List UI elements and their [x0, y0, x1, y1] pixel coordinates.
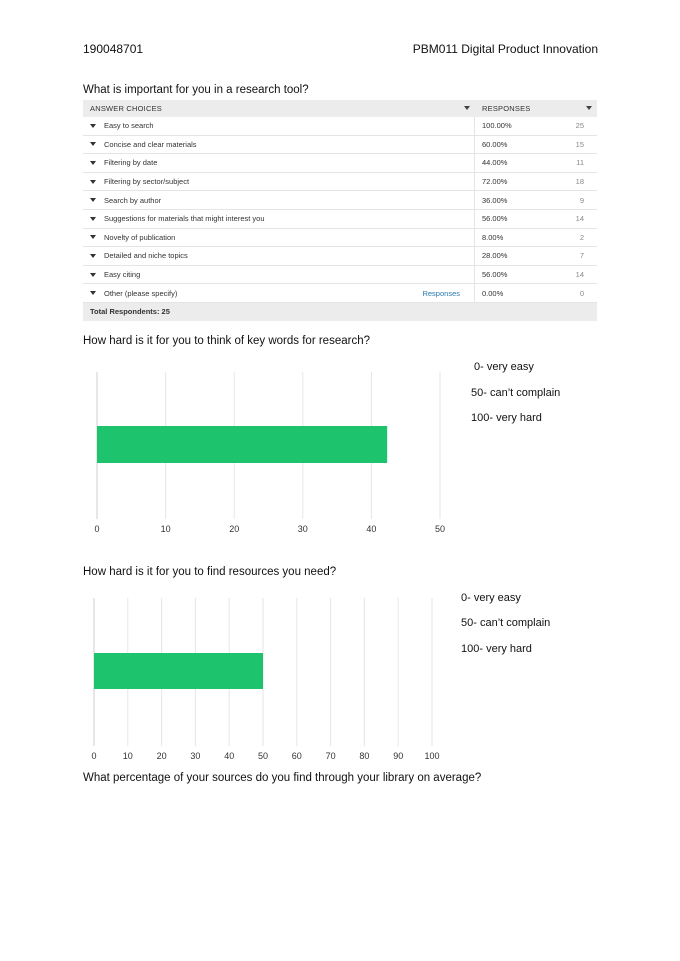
total-respondents: Total Respondents: 25 — [83, 303, 597, 321]
table-row — [83, 154, 597, 173]
response-percent: 8.00% — [482, 232, 504, 242]
answer-choice-cell — [83, 229, 475, 247]
x-tick-label: 100 — [424, 751, 440, 761]
responses-label: RESPONSES — [482, 104, 531, 113]
response-count: 25 — [575, 121, 584, 131]
response-percent: 60.00% — [482, 139, 508, 149]
legend-item: 100- very hard — [461, 643, 532, 655]
x-tick-label: 50 — [257, 751, 269, 761]
answer-choice-label: Suggestions for materials that might interest you — [104, 214, 265, 224]
table-row — [83, 284, 597, 303]
legend-item: 100- very hard — [471, 412, 542, 424]
x-tick-label: 20 — [229, 524, 240, 534]
legend-item: 0- very easy — [461, 592, 521, 604]
answer-choice-cell — [83, 173, 475, 191]
response-percent: 28.00% — [482, 251, 508, 261]
responses-link[interactable]: Responses — [422, 288, 460, 298]
response-count: 18 — [575, 177, 584, 187]
student-id: 190048701 — [83, 42, 144, 56]
answer-choice-label: Novelty of publication — [104, 232, 176, 242]
table-row — [83, 117, 597, 136]
response-percent: 36.00% — [482, 195, 508, 205]
x-tick-label: 40 — [224, 751, 235, 761]
answer-choice-label: Other (please specify) — [104, 288, 178, 298]
expand-caret-icon[interactable] — [90, 291, 96, 295]
answer-choice-cell — [83, 266, 475, 284]
table-row — [83, 191, 597, 210]
response-percent: 100.00% — [482, 121, 512, 131]
table-header — [83, 100, 597, 117]
answer-choice-label: Concise and clear materials — [104, 139, 197, 149]
x-tick-label: 0 — [91, 751, 97, 761]
response-percent: 56.00% — [482, 270, 508, 280]
expand-caret-icon[interactable] — [90, 142, 96, 146]
legend-item: 50- can’t complain — [471, 387, 561, 399]
answer-choice-label: Filtering by date — [104, 158, 158, 168]
answer-choice-label: Search by author — [104, 195, 162, 205]
response-percent: 72.00% — [482, 177, 508, 187]
legend-item: 0- very easy — [474, 361, 534, 373]
bar — [97, 426, 387, 463]
expand-caret-icon[interactable] — [90, 161, 96, 165]
x-tick-label: 40 — [366, 524, 377, 534]
keywords-difficulty-chart — [86, 362, 456, 542]
answer-choice-label: Detailed and niche topics — [104, 251, 188, 261]
answer-choice-cell — [83, 247, 475, 265]
x-tick-label: 10 — [122, 751, 133, 761]
answer-choice-label: Easy to search — [104, 121, 154, 131]
legend-item: 50- can’t complain — [461, 617, 551, 629]
x-tick-label: 60 — [291, 751, 302, 761]
answer-choice-cell — [83, 136, 475, 154]
answer-choices-label: ANSWER CHOICES — [90, 104, 162, 113]
course-title: PBM011 Digital Product Innovation — [412, 42, 598, 56]
expand-caret-icon[interactable] — [90, 124, 96, 128]
x-tick-label: 20 — [156, 751, 167, 761]
table-row — [83, 247, 597, 266]
response-count: 0 — [579, 288, 584, 298]
answer-choice-cell — [83, 210, 475, 228]
resources-difficulty-chart — [82, 593, 452, 768]
question-2-title: How hard is it for you to think of key words for research? — [83, 335, 370, 347]
expand-caret-icon[interactable] — [90, 217, 96, 221]
table-row — [83, 136, 597, 155]
answer-choices-header[interactable] — [83, 100, 475, 117]
x-tick-label: 50 — [434, 524, 446, 534]
response-count: 15 — [575, 139, 584, 149]
table-row — [83, 229, 597, 248]
expand-caret-icon[interactable] — [90, 198, 96, 202]
survey-results-table — [83, 100, 597, 321]
table-row — [83, 210, 597, 229]
table-row — [83, 173, 597, 192]
x-tick-label: 30 — [297, 524, 308, 534]
question-4-title: What percentage of your sources do you find through your library on average? — [83, 772, 482, 784]
bar — [94, 653, 263, 689]
expand-caret-icon[interactable] — [90, 254, 96, 258]
response-percent: 0.00% — [482, 288, 504, 298]
response-percent: 44.00% — [482, 158, 508, 168]
response-count: 9 — [579, 195, 584, 205]
answer-choice-label: Easy citing — [104, 270, 141, 280]
x-tick-label: 30 — [190, 751, 201, 761]
x-tick-label: 70 — [325, 751, 336, 761]
expand-caret-icon[interactable] — [90, 180, 96, 184]
answer-choice-label: Filtering by sector/subject — [104, 177, 190, 187]
expand-caret-icon[interactable] — [90, 273, 96, 277]
x-tick-label: 90 — [393, 751, 404, 761]
response-percent: 56.00% — [482, 214, 508, 224]
x-tick-label: 10 — [160, 524, 171, 534]
answer-choice-cell — [83, 284, 475, 302]
expand-caret-icon[interactable] — [90, 235, 96, 239]
question-3-title: How hard is it for you to find resources you need? — [83, 566, 337, 578]
response-count: 2 — [579, 232, 584, 242]
response-count: 14 — [575, 214, 584, 224]
response-count: 7 — [579, 251, 584, 261]
response-count: 11 — [576, 158, 584, 168]
answer-choice-cell — [83, 191, 475, 209]
x-tick-label: 80 — [359, 751, 370, 761]
response-count: 14 — [575, 270, 584, 280]
sort-arrow-icon[interactable] — [586, 106, 592, 110]
sort-arrow-icon[interactable] — [464, 106, 470, 110]
answer-choice-cell — [83, 117, 475, 135]
table-row — [83, 266, 597, 285]
x-tick-label: 0 — [94, 524, 100, 534]
responses-header[interactable] — [475, 100, 597, 117]
answer-choice-cell — [83, 154, 475, 172]
question-1-title: What is important for you in a research tool? — [83, 84, 309, 96]
